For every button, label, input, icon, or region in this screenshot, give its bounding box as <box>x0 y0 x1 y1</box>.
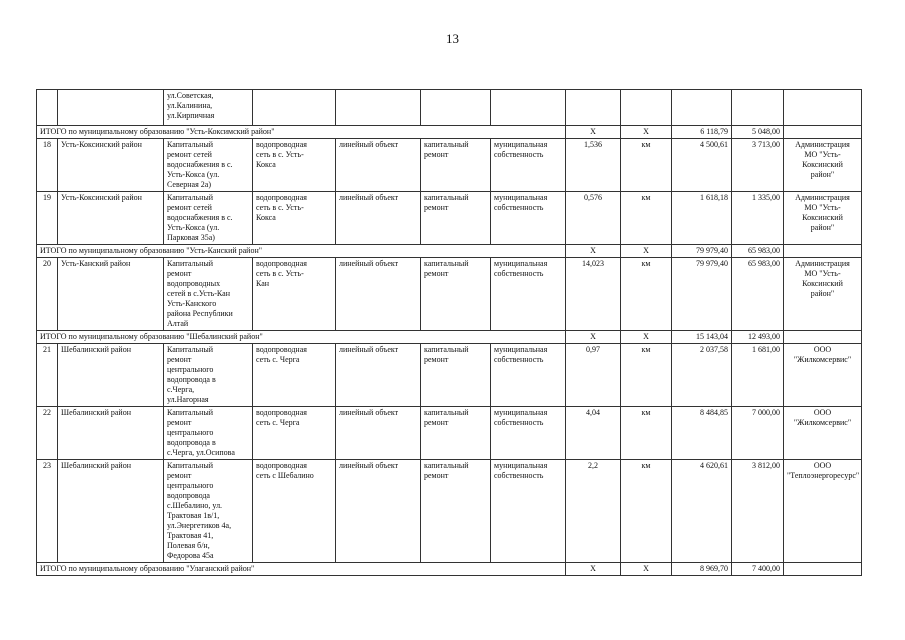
cell-repair: капитальный ремонт <box>421 460 491 563</box>
table-total-row <box>37 245 862 258</box>
cell-repair: капитальный ремонт <box>421 407 491 460</box>
page-number: 13 <box>446 31 459 46</box>
cell-customer: ООО "Жилкомсервис" <box>784 344 862 407</box>
cell-district: Шебалинский район <box>58 460 164 563</box>
cell-owner <box>491 90 566 126</box>
cell-kind <box>336 90 421 126</box>
total-label: ИТОГО по муниципальному образованию "Шебалинский район" <box>37 331 566 344</box>
cell-work: Капитальный ремонт сетей водоснабжения в с. Усть-Кокса (ул. Северная 2а) <box>164 139 253 192</box>
cell-owner: муниципальная собственность <box>491 460 566 563</box>
works-table <box>36 89 862 576</box>
cell-cost: 4 620,61 <box>672 460 732 563</box>
cell-cost: 15 143,04 <box>672 331 732 344</box>
table-row <box>37 258 862 331</box>
cell-x-mark: Х <box>621 126 672 139</box>
cell-number: 21 <box>37 344 58 407</box>
cell-district: Усть-Канский район <box>58 258 164 331</box>
total-label: ИТОГО по муниципальному образованию "Усть-Коксимский район" <box>37 126 566 139</box>
cell-district: Усть-Коксинский район <box>58 192 164 245</box>
cell-funds: 1 681,00 <box>732 344 784 407</box>
table-total-row <box>37 563 862 576</box>
table-row <box>37 192 862 245</box>
cell-x-mark: Х <box>566 563 621 576</box>
table-row-continued <box>37 90 862 126</box>
cell-object: водопроводная сеть с Шебалино <box>253 460 336 563</box>
cell-x-mark: Х <box>621 563 672 576</box>
cell-unit: км <box>621 407 672 460</box>
cell-unit: км <box>621 139 672 192</box>
cell-cost: 79 979,40 <box>672 258 732 331</box>
cell-quantity: 0,576 <box>566 192 621 245</box>
cell-object: водопроводная сеть в с. Усть- Кокса <box>253 192 336 245</box>
cell-owner: муниципальная собственность <box>491 344 566 407</box>
cell-x-mark: Х <box>566 331 621 344</box>
cell-kind: линейный объект <box>336 407 421 460</box>
cell-x-mark: Х <box>621 245 672 258</box>
cell-unit <box>621 90 672 126</box>
cell-funds: 5 048,00 <box>732 126 784 139</box>
cell-empty <box>784 126 862 139</box>
cell-x-mark: Х <box>566 126 621 139</box>
cell-repair: капитальный ремонт <box>421 344 491 407</box>
cell-funds: 12 493,00 <box>732 331 784 344</box>
cell-customer: ООО "Жилкомсервис" <box>784 407 862 460</box>
cell-district <box>58 90 164 126</box>
cell-funds: 7 400,00 <box>732 563 784 576</box>
cell-unit: км <box>621 258 672 331</box>
cell-work: Капитальный ремонт водопроводных сетей в с.Усть-Кан Усть-Канского района Республики Алтай <box>164 258 253 331</box>
cell-object: водопроводная сеть в с. Усть- Кокса <box>253 139 336 192</box>
cell-repair: капитальный ремонт <box>421 192 491 245</box>
cell-funds: 7 000,00 <box>732 407 784 460</box>
cell-cost: 2 037,58 <box>672 344 732 407</box>
cell-number: 20 <box>37 258 58 331</box>
total-label: ИТОГО по муниципальному образованию "Улаганский район" <box>37 563 566 576</box>
cell-number: 19 <box>37 192 58 245</box>
cell-unit: км <box>621 460 672 563</box>
cell-customer: Администрация МО "Усть- Коксинский район" <box>784 192 862 245</box>
cell-kind: линейный объект <box>336 460 421 563</box>
cell-repair <box>421 90 491 126</box>
cell-cost: 79 979,40 <box>672 245 732 258</box>
cell-owner: муниципальная собственность <box>491 192 566 245</box>
cell-kind: линейный объект <box>336 344 421 407</box>
table-total-row <box>37 126 862 139</box>
cell-cost: 6 118,79 <box>672 126 732 139</box>
cell-repair: капитальный ремонт <box>421 139 491 192</box>
cell-customer: Администрация МО "Усть- Коксинский район" <box>784 258 862 331</box>
cell-number: 22 <box>37 407 58 460</box>
cell-cost: 1 618,18 <box>672 192 732 245</box>
cell-customer <box>784 90 862 126</box>
cell-kind: линейный объект <box>336 192 421 245</box>
cell-number: 18 <box>37 139 58 192</box>
cell-quantity: 0,97 <box>566 344 621 407</box>
cell-unit: км <box>621 344 672 407</box>
cell-funds: 1 335,00 <box>732 192 784 245</box>
cell-repair: капитальный ремонт <box>421 258 491 331</box>
cell-funds: 3 812,00 <box>732 460 784 563</box>
cell-object: водопроводная сеть в с. Усть- Кан <box>253 258 336 331</box>
cell-object <box>253 90 336 126</box>
cell-object: водопроводная сеть с. Черга <box>253 407 336 460</box>
cell-x-mark: Х <box>566 245 621 258</box>
cell-owner: муниципальная собственность <box>491 258 566 331</box>
cell-funds: 65 983,00 <box>732 245 784 258</box>
cell-kind: линейный объект <box>336 139 421 192</box>
cell-work: Капитальный ремонт центрального водопровода в с.Черга, ул.Осипова <box>164 407 253 460</box>
cell-owner: муниципальная собственность <box>491 407 566 460</box>
cell-empty <box>784 331 862 344</box>
cell-cost: 8 969,70 <box>672 563 732 576</box>
cell-cost: 4 500,61 <box>672 139 732 192</box>
cell-district: Усть-Коксинский район <box>58 139 164 192</box>
cell-empty <box>784 563 862 576</box>
cell-quantity: 14,023 <box>566 258 621 331</box>
cell-quantity <box>566 90 621 126</box>
cell-work: ул.Советская, ул.Калинина, ул.Кирпичная <box>164 90 253 126</box>
cell-funds: 65 983,00 <box>732 258 784 331</box>
cell-customer: ООО "Теплоэнергоресурс" <box>784 460 862 563</box>
cell-cost: 8 484,85 <box>672 407 732 460</box>
cell-work: Капитальный ремонт центрального водопровода в с.Черга, ул.Нагорная <box>164 344 253 407</box>
cell-unit: км <box>621 192 672 245</box>
table-row <box>37 460 862 563</box>
table-row <box>37 407 862 460</box>
cell-quantity: 4,04 <box>566 407 621 460</box>
cell-cost <box>672 90 732 126</box>
cell-kind: линейный объект <box>336 258 421 331</box>
cell-owner: муниципальная собственность <box>491 139 566 192</box>
table-row <box>37 344 862 407</box>
cell-work: Капитальный ремонт сетей водоснабжения в с. Усть-Кокса (ул. Парковая 35а) <box>164 192 253 245</box>
cell-work: Капитальный ремонт центрального водопровода с.Шебалино, ул. Трактовая 1в/1, ул.Энергетиков 4а, Трактовая 41, Полевая б/н, Федорова 45а <box>164 460 253 563</box>
cell-funds <box>732 90 784 126</box>
cell-district: Шебалинский район <box>58 344 164 407</box>
cell-district: Шебалинский район <box>58 407 164 460</box>
table-total-row <box>37 331 862 344</box>
table-row <box>37 139 862 192</box>
cell-x-mark: Х <box>621 331 672 344</box>
cell-number <box>37 90 58 126</box>
cell-number: 23 <box>37 460 58 563</box>
cell-quantity: 1,536 <box>566 139 621 192</box>
cell-object: водопроводная сеть с. Черга <box>253 344 336 407</box>
cell-quantity: 2,2 <box>566 460 621 563</box>
cell-customer: Администрация МО "Усть- Коксинский район" <box>784 139 862 192</box>
total-label: ИТОГО по муниципальному образованию "Усть-Канский район" <box>37 245 566 258</box>
cell-empty <box>784 245 862 258</box>
cell-funds: 3 713,00 <box>732 139 784 192</box>
